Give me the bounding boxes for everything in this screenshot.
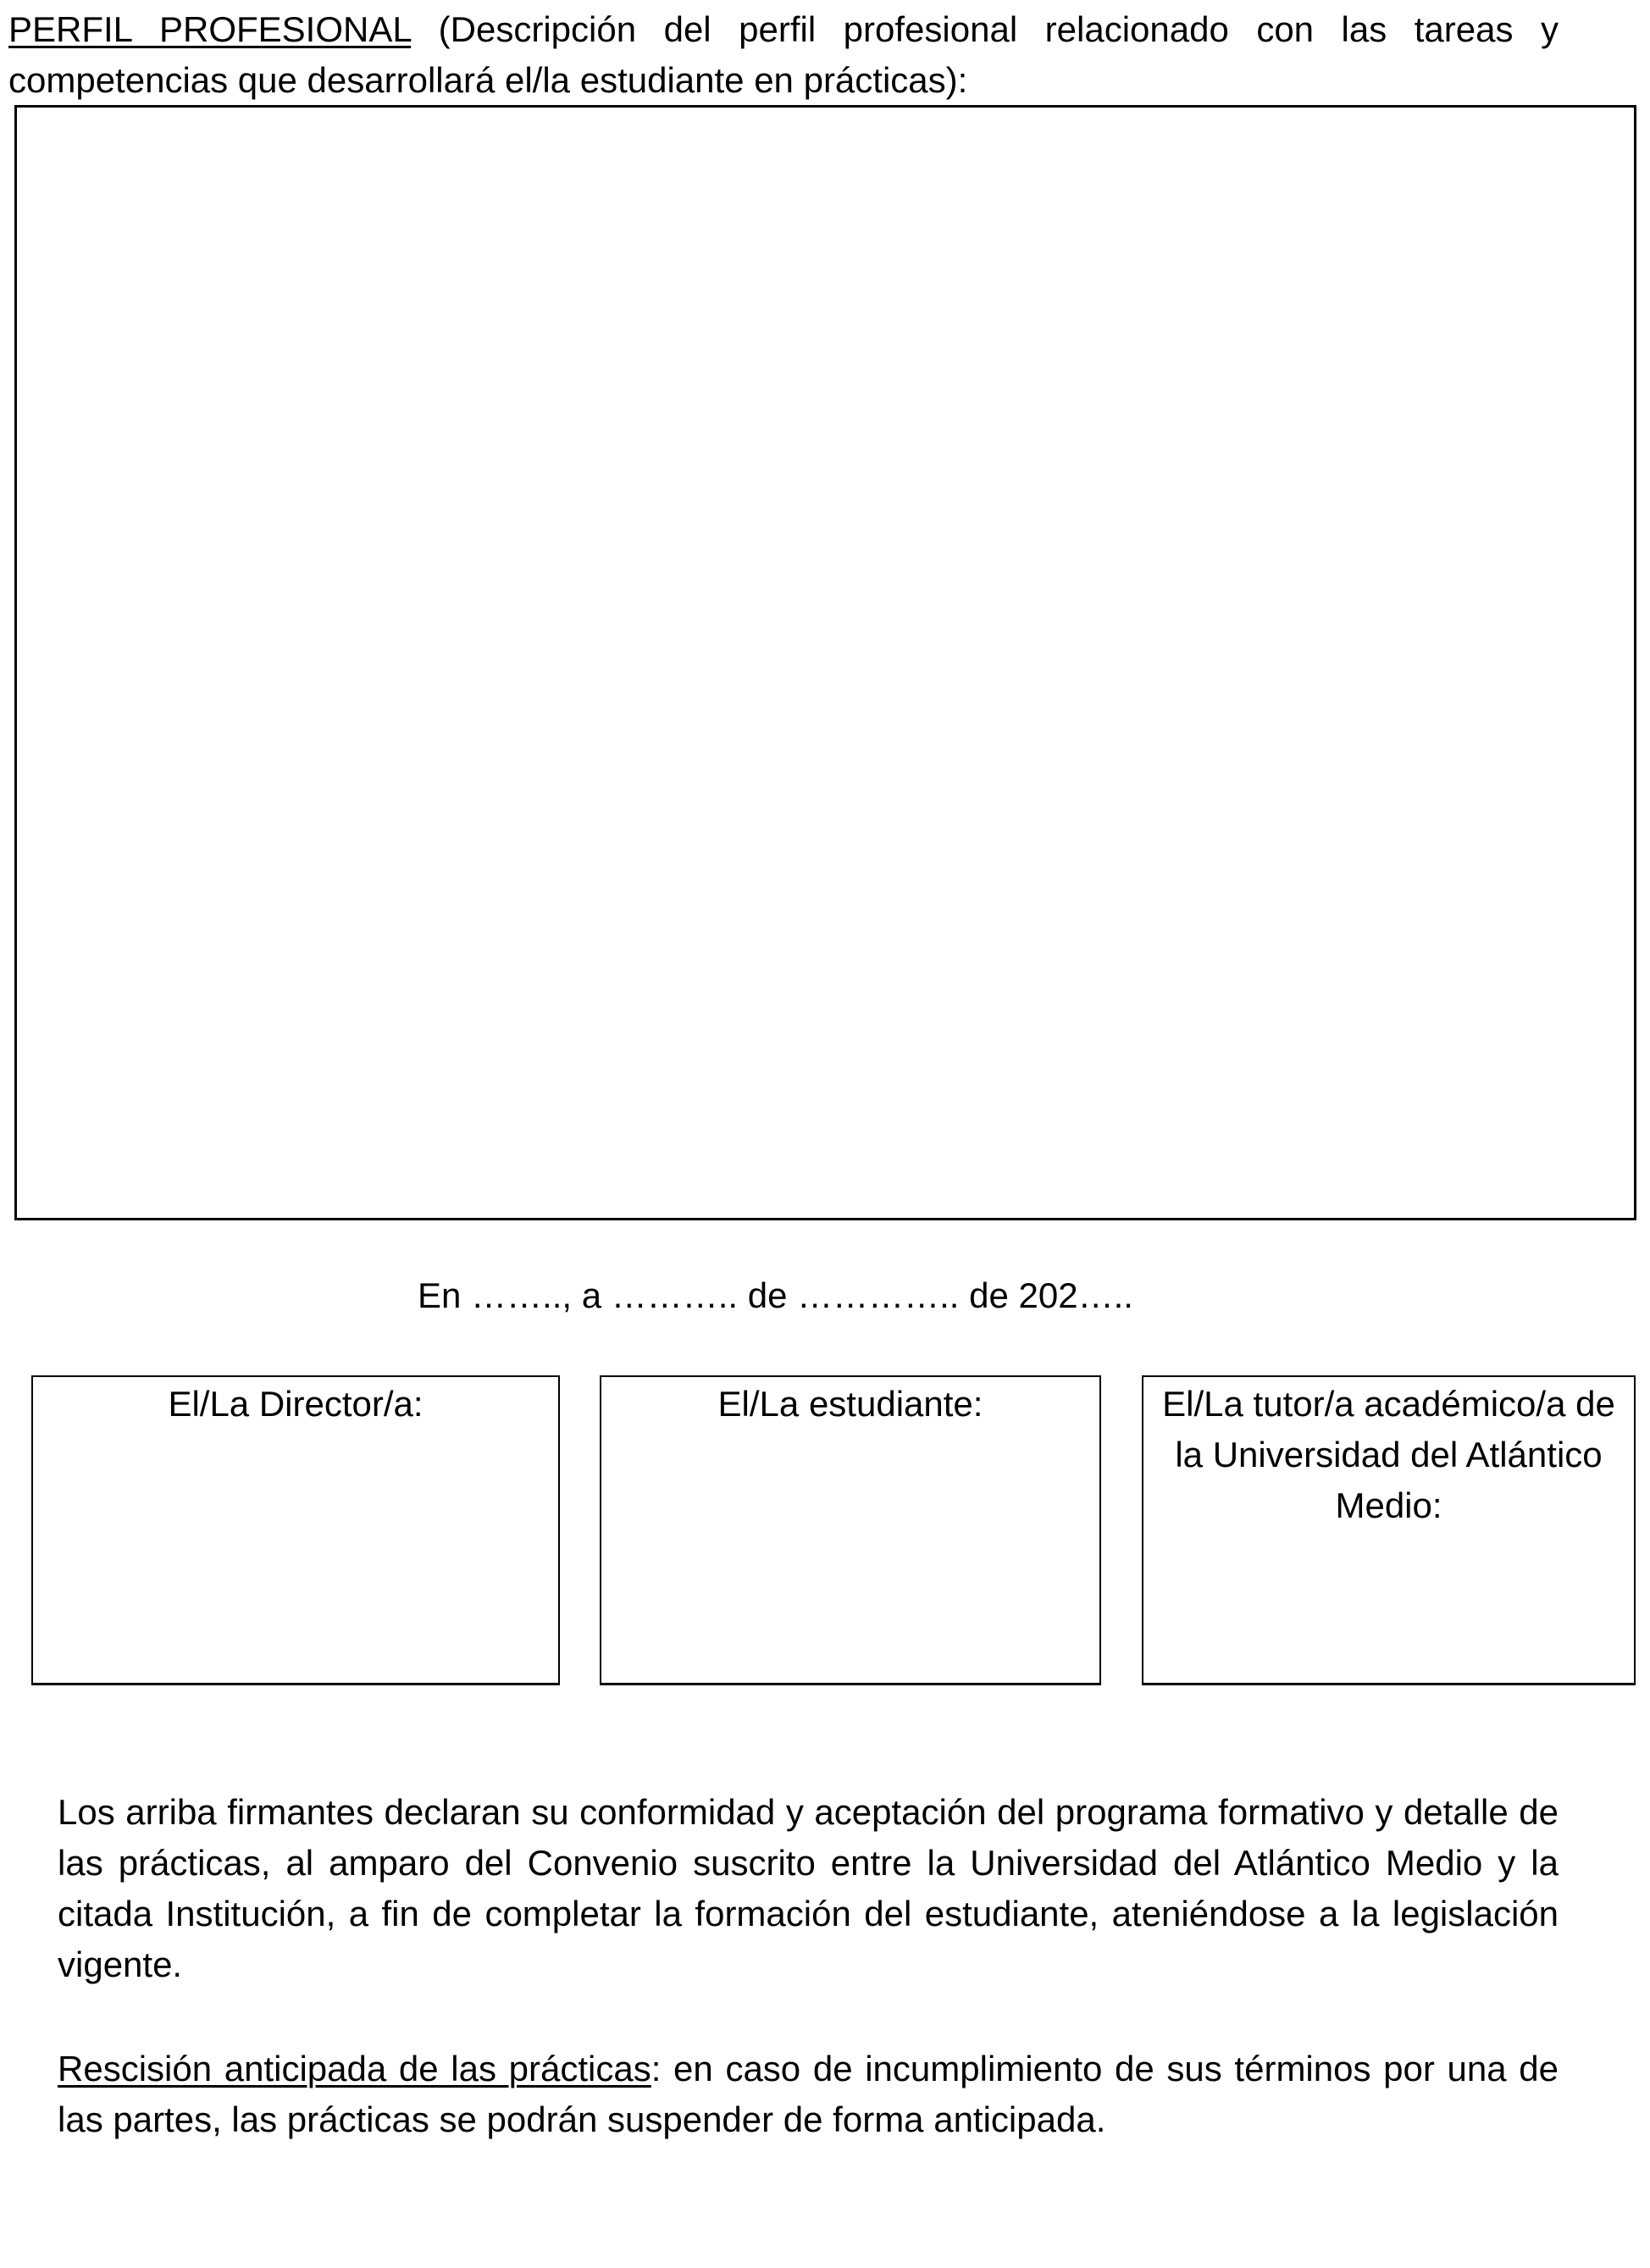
- section-title: PERFIL PROFESIONAL: [8, 9, 412, 49]
- signature-label-student: El/La estudiante:: [717, 1384, 983, 1424]
- section-header: [8, 4, 1559, 106]
- signature-box-director[interactable]: [31, 1375, 560, 1685]
- signature-label-academic-tutor: El/La tutor/a académico/a de la Universidad del Atlántico Medio:: [1162, 1384, 1615, 1525]
- signature-box-academic-tutor[interactable]: [1142, 1375, 1636, 1685]
- early-termination-title: Rescisión anticipada de las prácticas: [58, 2049, 651, 2088]
- signature-label-director: El/La Director/a:: [168, 1384, 424, 1424]
- professional-profile-field[interactable]: [14, 105, 1636, 1220]
- early-termination-paragraph: [58, 2044, 1559, 2145]
- section-description: (Descripción del perfil profesional relacionado con las tareas y competencias que desarrollará el/la estudiante en prácticas):: [8, 9, 1559, 100]
- early-termination-body: : en caso de incumplimiento de sus términos por una de las partes, las prácticas se podrán suspender de forma anticipada.: [58, 2049, 1559, 2139]
- date-place-line: En …….., a ……….. de ………….. de 202…..: [418, 1275, 1133, 1315]
- signature-box-student[interactable]: [600, 1375, 1101, 1685]
- conformity-paragraph: Los arriba firmantes declaran su conformidad y aceptación del programa formativo y detalle de las prácticas, al amparo del Convenio suscrito entre la Universidad del Atlántico Medio y la citada Institución, a fin de completar la formación del estudiante, ateniéndose a la legislación vigente.: [58, 1792, 1559, 1984]
